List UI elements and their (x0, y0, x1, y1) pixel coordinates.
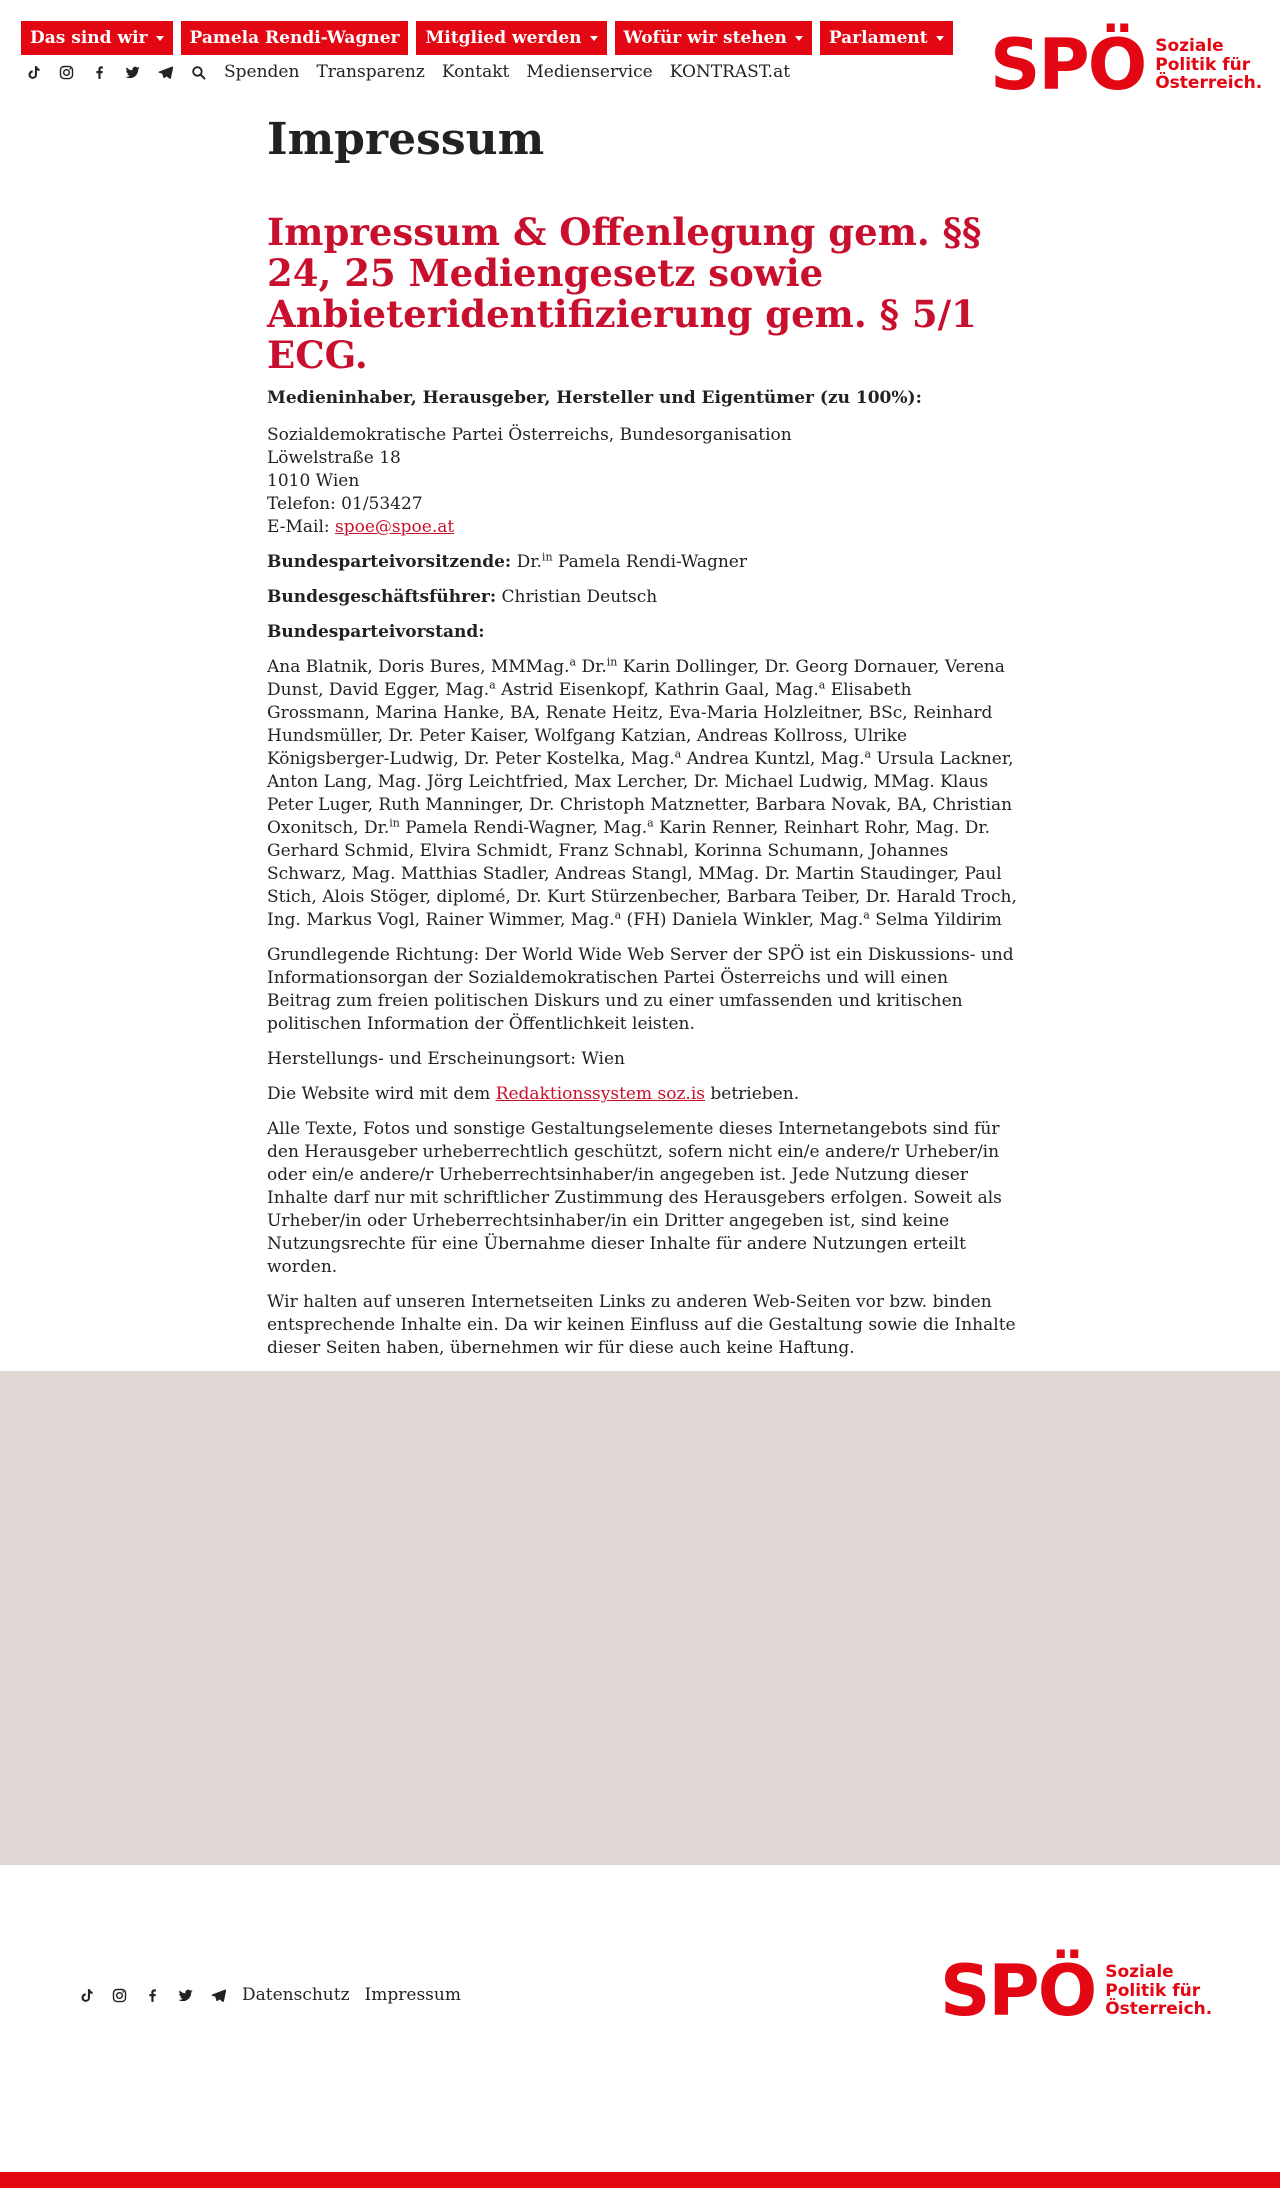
board-text: Ursula Lackner, Anton Lang, Mag. Jörg Leichtfried, Max Lercher, Dr. Michael Ludwig, MMag. Klaus Peter Luger, Ruth Manninger, Dr. Christoph Matznetter, Barbara Novak, BA, Christian Oxonitsch, Dr. (267, 749, 1014, 838)
board-text: Elisabeth Grossmann, Marina Hanke, BA, Renate Heitz, Eva-Maria Holzleitner, BSc, Reinhard Hundsmüller, Dr. Peter Kaiser, Wolfgang Katzian, Andreas Kollross, Ulrike Königsberger-Ludwig, Dr. Peter Kostelka, Mag. (267, 680, 993, 769)
footer-link-impressum[interactable]: Impressum (364, 1985, 461, 2005)
board-text: (FH) Daniela Winkler, Mag. (621, 910, 864, 930)
footer-top-band (0, 1371, 1280, 1865)
title-suffix: in (606, 655, 618, 669)
cms-text-post: betrieben. (705, 1084, 800, 1104)
board-text: Astrid Eisenkopf, Kathrin Gaal, Mag. (495, 680, 819, 700)
links-disclaimer: Wir halten auf unseren Internetseiten Links zu anderen Web-Seiten vor bzw. binden entsprechende Inhalte ein. Da wir keinen Einfluss auf die Gestaltung sowie die Inhalte dieser Seiten haben, übernehmen wir für diese auch keine Haftung. (267, 1292, 1016, 1358)
cms-text-pre: Die Website wird mit dem (267, 1084, 496, 1104)
caret-down-icon (590, 36, 598, 41)
nav-wofuer-wir-stehen[interactable] (615, 21, 812, 55)
nav-parlament[interactable] (820, 21, 953, 55)
direction-text: Grundlegende Richtung: Der World Wide Web Server der SPÖ ist ein Diskussions- und Informationsorgan der Sozialdemokratischen Partei Österreichs und will einen Beitrag zum freien politischen Diskurs und zu einer umfassenden und kritischen politischen Information der Öffentlichkeit leisten. (267, 945, 1014, 1034)
tiktok-icon[interactable] (77, 1986, 95, 2004)
managing-director (267, 586, 1017, 609)
copyright-text: Alle Texte, Fotos und sonstige Gestaltungselemente dieses Internetangebots sind für den Herausgeber urheberrechtlich geschützt, sofern nicht ein/e andere/r Urheber/in oder ein/e andere/r Urheberrechtsinhaber/in angegeben ist. Jede Nutzung dieser Inhalte darf nur mit schriftlicher Zustimmung des Herausgebers erfolgen. Soweit als Urheber/in oder Urheberrechtsinhaber/in ein Dritter angegeben ist, sind keine Nutzungsrechte für eine Übernahme dieser Inhalte für andere Nutzungen erteilt worden. (267, 1119, 1002, 1277)
link-kontakt[interactable]: Kontakt (441, 62, 510, 82)
manager-label: Bundesgeschäftsführer: (267, 587, 497, 607)
facebook-icon[interactable] (90, 63, 108, 81)
place-text: Herstellungs- und Erscheinungsort: Wien (267, 1049, 625, 1069)
address-line: 1010 Wien (267, 471, 360, 491)
chair-name: Pamela Rendi-Wagner (552, 552, 747, 572)
search-icon[interactable] (189, 63, 207, 81)
impressum-headline: Impressum & Offenlegung gem. §§ 24, 25 Mediengesetz sowie Anbieteridentifizierung gem. § 5/1 ECG. (267, 210, 982, 377)
link-kontrast[interactable]: KONTRAST.at (669, 62, 791, 82)
nav-das-sind-wir[interactable] (21, 21, 173, 55)
title-suffix: a (674, 747, 682, 761)
footer-navigation (77, 1981, 476, 2009)
address-line: Telefon: 01/53427 (267, 494, 423, 514)
impressum-article (267, 112, 1017, 1441)
board-text: Karin Dollinger, Dr. Georg Dornauer, Verena Dunst, David Egger, Mag. (267, 657, 1005, 700)
logo-tagline-line: Politik für (1105, 1980, 1201, 2001)
instagram-icon[interactable] (57, 63, 75, 81)
caret-down-icon (936, 36, 944, 41)
address-line: Sozialdemokratische Partei Österreichs, Bundesorganisation (267, 425, 792, 445)
logo-tagline (1105, 1963, 1212, 2018)
board-text: Dr. (576, 657, 607, 677)
title-suffix: a (864, 747, 872, 761)
nav-label: Parlament (828, 28, 928, 48)
cms-text (267, 1083, 1017, 1106)
caret-down-icon (156, 36, 164, 41)
email-label: E-Mail: (267, 517, 336, 537)
cms-link[interactable]: Redaktionssystem soz.is (495, 1084, 705, 1104)
board-label-text: Bundesparteivorstand: (267, 622, 485, 642)
footer-link-datenschutz[interactable]: Datenschutz (242, 1985, 350, 2005)
logo-tagline-line: Österreich. (1155, 73, 1263, 94)
logo-tagline (1155, 37, 1262, 92)
footer-spoe-logo[interactable] (940, 1950, 1213, 2032)
logo-mark: SPÖ (940, 1950, 1096, 2032)
chair-title-suffix: in (541, 550, 553, 564)
board-label (267, 621, 1017, 644)
title-suffix: a (863, 908, 870, 922)
telegram-icon[interactable] (209, 1986, 227, 2004)
logo-tagline-line: Soziale (1105, 1962, 1174, 1983)
board-text: Pamela Rendi-Wagner, Mag. (399, 818, 648, 838)
page-title: Impressum (267, 114, 545, 165)
link-spenden[interactable]: Spenden (224, 62, 300, 82)
main-navigation (21, 21, 953, 55)
spoe-logo[interactable] (990, 24, 1263, 106)
caret-down-icon (795, 36, 803, 41)
footer-red-bar (0, 2172, 1280, 2188)
board-text: Selma Yildirim (869, 910, 1002, 930)
logo-tagline-line: Soziale (1155, 36, 1224, 57)
owner-label-text: Medieninhaber, Herausgeber, Hersteller und Eigentümer (zu 100%): (267, 388, 922, 408)
logo-tagline-line: Österreich. (1105, 1999, 1213, 2020)
telegram-icon[interactable] (156, 63, 174, 81)
twitter-icon[interactable] (176, 1986, 194, 2004)
manager-name: Christian Deutsch (501, 587, 658, 607)
email-link[interactable]: spoe@spoe.at (335, 517, 455, 537)
twitter-icon[interactable] (123, 63, 141, 81)
nav-label: Mitglied werden (425, 28, 582, 48)
link-medienservice[interactable]: Medienservice (526, 62, 653, 82)
link-transparenz[interactable]: Transparenz (316, 62, 425, 82)
title-suffix: in (389, 816, 400, 830)
facebook-icon[interactable] (143, 1986, 161, 2004)
board-text: Karin Renner, Reinhart Rohr, Mag. Dr. Gerhard Schmid, Elvira Schmidt, Franz Schnabl, Korinna Schumann, Johannes Schwarz, Mag. Matthias Stadler, Andreas Stangl, MMag. Dr. Martin Staudinger, Paul Stich, Alois Stöger, diplomé, Dr. Kurt Stürzenbecher, Barbara Teiber, Dr. Harald Troch, Ing. Markus Vogl, Rainer Wimmer, Mag. (267, 818, 1017, 930)
tiktok-icon[interactable] (24, 63, 42, 81)
nav-mitglied-werden[interactable] (416, 21, 606, 55)
chair-title: Dr. (516, 552, 542, 572)
instagram-icon[interactable] (110, 1986, 128, 2004)
logo-mark: SPÖ (990, 24, 1146, 106)
nav-label: Das sind wir (30, 28, 148, 48)
nav-label: Pamela Rendi-Wagner (189, 28, 400, 48)
title-suffix: a (569, 655, 577, 669)
title-suffix: a (614, 908, 622, 922)
title-suffix: a (818, 678, 826, 692)
nav-pamela-rendi-wagner[interactable] (181, 21, 409, 55)
logo-tagline-line: Politik für (1155, 54, 1251, 75)
title-suffix: a (647, 816, 654, 830)
address-block (267, 424, 1017, 539)
party-chair (267, 551, 1017, 574)
chair-label: Bundesparteivorsitzende: (267, 552, 512, 572)
board-members (267, 656, 1017, 932)
title-suffix: a (489, 678, 496, 692)
address-line: Löwelstraße 18 (267, 448, 401, 468)
owner-label (267, 387, 1017, 410)
nav-label: Wofür wir stehen (623, 28, 787, 48)
secondary-navigation (24, 58, 807, 86)
board-text: Ana Blatnik, Doris Bures, MMMag. (267, 657, 570, 677)
board-text: Andrea Kuntzl, Mag. (681, 749, 865, 769)
